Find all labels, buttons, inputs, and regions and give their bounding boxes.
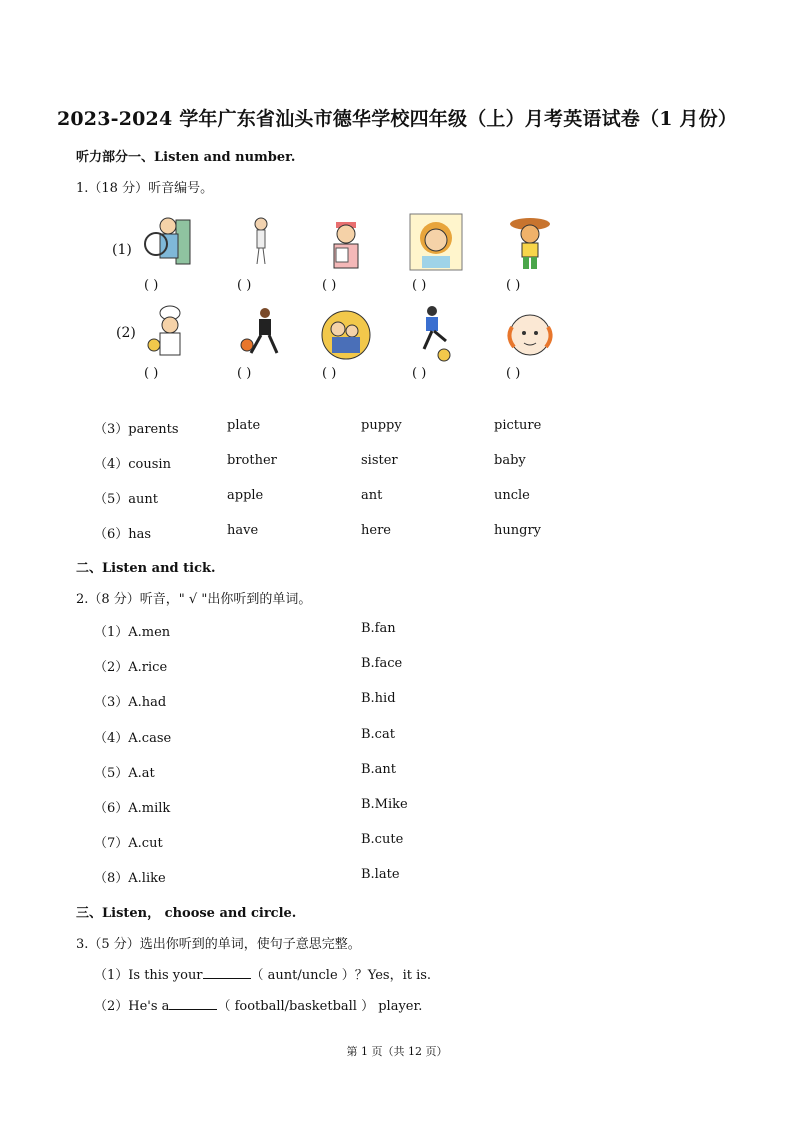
row-label-1: (1)	[112, 242, 132, 258]
answer-parentheses[interactable]: ( )	[506, 278, 521, 293]
word-option: （6）has	[94, 527, 152, 542]
blank-1[interactable]	[203, 965, 251, 979]
family-icon	[318, 305, 374, 365]
option-b[interactable]: B.Mike	[361, 797, 408, 812]
sentence-2	[94, 995, 422, 1014]
row-label-2: (2)	[116, 325, 136, 341]
football-player-icon	[408, 305, 464, 365]
answer-parentheses[interactable]: ( )	[237, 278, 252, 293]
page-title: 2023-2024 学年广东省汕头市德华学校四年级（上）月考英语试卷（1 月份）	[56, 108, 738, 130]
sentence-2-options: （ football/basketball ） player.	[217, 999, 423, 1014]
answer-parentheses[interactable]: ( )	[322, 366, 337, 381]
word-option: here	[361, 523, 391, 538]
option-b[interactable]: B.face	[361, 656, 403, 672]
word-option: （4）cousin	[94, 457, 171, 472]
option-a[interactable]: （1）A.men	[94, 625, 171, 640]
question-3-prompt: 3.（5 分）选出你听到的单词，使句子意思完整。	[76, 937, 361, 952]
option-b[interactable]: B.cute	[361, 832, 404, 848]
basketball-player-icon	[233, 305, 289, 365]
answer-parentheses[interactable]: ( )	[412, 366, 427, 381]
option-a[interactable]: （5）A.at	[94, 765, 155, 781]
question-1-prompt: 1.（18 分）听音编号。	[76, 181, 214, 196]
question-2-prompt: 2.（8 分）听音，" √ "出你听到的单词。	[76, 592, 312, 607]
option-a[interactable]: （8）A.like	[94, 871, 166, 887]
child-icon	[233, 212, 289, 272]
word-option: （3）parents	[94, 422, 179, 437]
nurse-icon	[318, 212, 374, 272]
section-2-heading: 二、Listen and tick.	[76, 561, 216, 576]
answer-parentheses[interactable]: ( )	[322, 278, 337, 293]
option-b[interactable]: B.cat	[361, 726, 395, 742]
word-option: hungry	[494, 523, 541, 538]
word-option: picture	[494, 418, 542, 433]
word-option: ant	[361, 488, 383, 503]
word-option: puppy	[361, 418, 402, 433]
word-option: （5）aunt	[94, 492, 158, 507]
sentence-1-prefix: （1）Is this your	[94, 968, 203, 983]
baby-face-icon	[502, 305, 558, 365]
option-a[interactable]: （4）A.case	[94, 730, 172, 746]
option-a[interactable]: （3）A.had	[94, 695, 167, 711]
word-option: uncle	[494, 488, 530, 503]
option-a[interactable]: （6）A.milk	[94, 801, 171, 816]
answer-parentheses[interactable]: ( )	[144, 278, 159, 293]
answer-parentheses[interactable]: ( )	[412, 278, 427, 293]
answer-parentheses[interactable]: ( )	[237, 366, 252, 381]
option-b[interactable]: B.hid	[361, 691, 396, 707]
word-option: have	[227, 523, 259, 538]
answer-parentheses[interactable]: ( )	[506, 366, 521, 381]
word-option: plate	[227, 418, 261, 433]
sentence-2-prefix: （2）He's a	[94, 999, 170, 1014]
word-option: brother	[227, 453, 277, 468]
section-3-heading: 三、Listen， choose and circle.	[76, 906, 297, 921]
sentence-1	[94, 964, 431, 983]
chef-icon	[140, 305, 196, 365]
option-b[interactable]: B.ant	[361, 761, 397, 777]
cowboy-boy-icon	[502, 212, 558, 272]
word-option: sister	[361, 453, 398, 468]
sentence-1-options: （ aunt/uncle ）？Yes，it is.	[250, 968, 432, 983]
word-option: baby	[494, 453, 526, 468]
option-a[interactable]: （2）A.rice	[94, 660, 168, 676]
option-b[interactable]: B.fan	[361, 621, 396, 636]
section-1-heading: 听力部分一、Listen and number.	[76, 150, 296, 165]
answer-parentheses[interactable]: ( )	[144, 366, 159, 381]
page-footer: 第 1 页（共 12 页）	[346, 1045, 448, 1058]
woman-portrait-icon	[408, 212, 464, 272]
word-option: apple	[227, 488, 264, 503]
driver-icon	[140, 212, 196, 272]
option-b[interactable]: B.late	[361, 867, 400, 883]
option-a[interactable]: （7）A.cut	[94, 836, 163, 852]
blank-2[interactable]	[169, 996, 217, 1010]
